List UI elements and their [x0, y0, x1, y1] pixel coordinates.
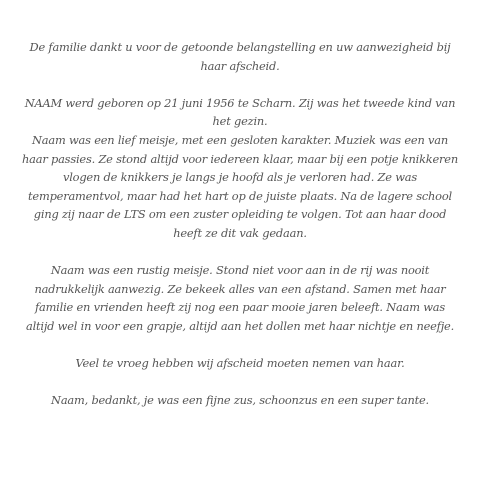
birth-paragraph: NAAM werd geboren op 21 juni 1956 te Scharn. Zij was het tweede kind van het gezin.	[24, 95, 456, 129]
thanks-paragraph: De familie dankt u voor de getoonde belangstelling en uw aanwezigheid bij haar afscheid.	[29, 40, 451, 73]
farewell-paragraph: Veel te vroeg hebben wij afscheid moeten nemen van haar.	[75, 356, 405, 371]
personality-paragraph: Naam was een rustig meisje. Stond niet voor aan in de rij was nooit nadrukkelijk aanwezig. Ze bekeek alles van een afstand. Samen met haar familie en vrienden heeft zij nog een paar mooie jaren beleeft. Naam was altijd wel in voor een grapje, altijd aan het dollen met haar nichtje en neefje.	[25, 263, 454, 333]
character-paragraph: Naam was een lief meisje, met een gesloten karakter. Muziek was een van haar passies. Ze stond altijd voor iedereen klaar, maar bij een potje knikkeren vlogen de knikkers je langs je hoofd als je verloren had. Ze was temperamentvol, maar had het hart op de juiste plaats. Na de lagere school ging zij naar de LTS om een zuster opleiding te volgen. Tot aan haar dood heeft ze dit vak gedaan.	[22, 132, 458, 240]
closing-paragraph: Naam, bedankt, je was een fijne zus, schoonzus en een super tante.	[51, 393, 429, 408]
